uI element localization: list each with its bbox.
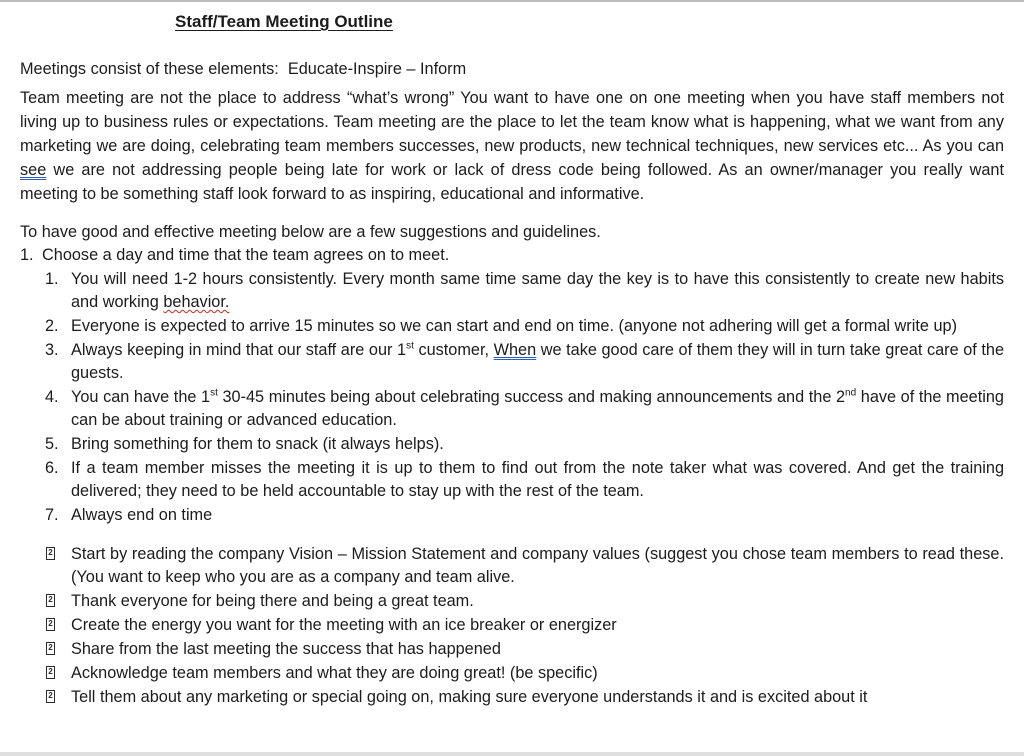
list-marker: 1.: [45, 270, 59, 288]
list-item: [20, 244, 1004, 267]
list-item: [45, 457, 1004, 503]
list-item: [45, 614, 1004, 637]
list-item: [45, 315, 1004, 338]
list-text: If a team member misses the meeting it is up to them to find out from the note taker what was covered. And get the training delivered; they need to be held accountable to stay up with the rest of the team.: [71, 459, 1004, 500]
suggestions-numbered-list: [45, 268, 1004, 527]
missing-glyph-bullet-icon: 2: [46, 618, 55, 631]
meeting-agenda-bullet-list: [45, 543, 1004, 709]
list-text: Create the energy you want for the meeting with an ice breaker or energizer: [71, 616, 617, 634]
list-text: Always end on time: [71, 506, 213, 524]
list-text: Choose a day and time that the team agrees on to meet.: [42, 246, 450, 264]
list-text: You can have the 1st 30-45 minutes being about celebrating success and making announcements and the 2nd have of the meeting can be about training or advanced education.: [71, 387, 1004, 429]
list-marker: 4.: [45, 388, 59, 406]
missing-glyph-bullet-icon: 2: [46, 547, 55, 560]
list-text: Always keeping in mind that our staff are our 1st customer, When we take good care of them they will in turn take great care of the guests.: [71, 340, 1005, 382]
overview-paragraph: Team meeting are not the place to address “what’s wrong” You want to have one on one meeting when you have staff members not living up to business rules or expectations. Team meeting are the place to let the team know what is happening, what we want from any marketing we are doing, celebrating team members successes, new products, new technical techniques, new services etc... As you can see we are not addressing people being late for work or lack of dress code being followed. As an owner/manager you really want meeting to be something staff look forward to as inspiring, educational and informative.: [20, 89, 1004, 203]
list-marker: 3.: [45, 341, 59, 359]
list-text: Thank everyone for being there and being a great team.: [71, 592, 474, 610]
superscript-text: st: [406, 340, 414, 352]
spell-flagged-text: behavior.: [163, 293, 230, 311]
list-marker: 7.: [45, 506, 59, 524]
list-item: [45, 268, 1004, 314]
page-title: Staff/Team Meeting Outline: [175, 12, 393, 31]
list-item: [45, 543, 1004, 589]
list-item: [45, 638, 1004, 661]
list-text: You will need 1-2 hours consistently. Every month same time same day the key is to have this consistently to create new habits and working behavior.: [71, 270, 1004, 311]
missing-glyph-bullet-icon: 2: [46, 642, 55, 655]
list-item: [45, 386, 1004, 432]
list-text: Acknowledge team members and what they are doing great! (be specific): [71, 664, 598, 682]
missing-glyph-bullet-icon: 2: [46, 594, 55, 607]
list-item: [45, 504, 1004, 527]
list-marker: 5.: [45, 435, 59, 453]
list-item: [45, 662, 1004, 685]
missing-glyph-bullet-icon: 2: [46, 666, 55, 679]
list-text: Everyone is expected to arrive 15 minutes so we can start and end on time. (anyone not adhering will get a formal write up): [71, 317, 957, 335]
list-text: Start by reading the company Vision – Mission Statement and company values (suggest you chose team members to read these. (You want to keep who you are as a company and team alive.: [71, 545, 1004, 586]
list-item: [45, 686, 1004, 709]
superscript-text: nd: [845, 387, 857, 399]
list-item: [45, 339, 1004, 385]
list-marker: 2.: [45, 317, 59, 335]
list-item: [45, 433, 1004, 456]
list-marker: 1.: [20, 246, 34, 264]
main-numbered-list: [20, 244, 1004, 267]
grammar-flagged-text: see: [20, 161, 47, 179]
grammar-flagged-text: When: [493, 341, 537, 359]
guidelines-intro: To have good and effective meeting below are a few suggestions and guidelines.: [20, 223, 601, 241]
list-marker: 6.: [45, 459, 59, 477]
list-text: Bring something for them to snack (it always helps).: [71, 435, 444, 453]
missing-glyph-bullet-icon: 2: [46, 690, 55, 703]
list-item: [45, 590, 1004, 613]
superscript-text: st: [210, 387, 218, 399]
list-text: Share from the last meeting the success that has happened: [71, 640, 501, 658]
list-text: Tell them about any marketing or special going on, making sure everyone understands it and is excited about it: [71, 688, 868, 706]
intro-text: Meetings consist of these elements: Educate-Inspire – Inform: [20, 60, 467, 78]
